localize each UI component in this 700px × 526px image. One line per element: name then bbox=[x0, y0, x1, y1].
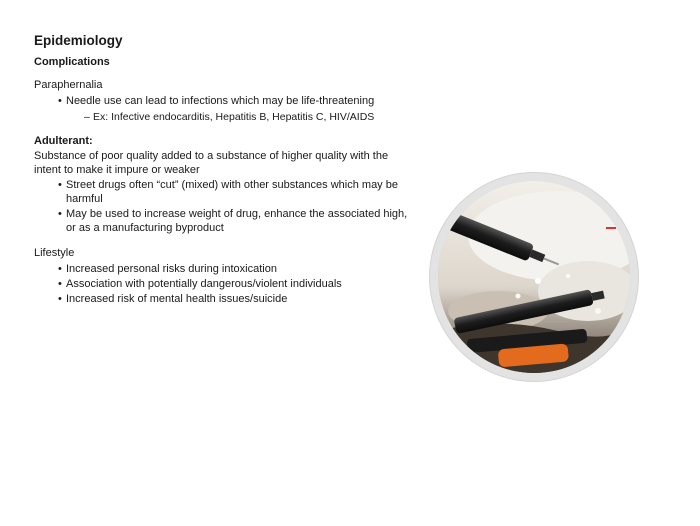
adulterant-definition: Substance of poor quality added to a substance of higher quality with the intent to make it impure or weaker bbox=[34, 150, 389, 176]
paraphernalia-list bbox=[34, 94, 414, 124]
slide-title: Epidemiology bbox=[34, 33, 123, 48]
lifestyle-heading: Lifestyle bbox=[34, 247, 75, 259]
syringes-photo bbox=[438, 181, 630, 373]
syringes-illustration bbox=[438, 181, 630, 373]
list-item: • Increased risk of mental health issues/suicide bbox=[58, 292, 414, 306]
paraphernalia-bullet-text: Needle use can lead to infections which may be life-threatening bbox=[66, 95, 375, 107]
paraphernalia-heading: Paraphernalia bbox=[34, 79, 103, 91]
list-subitem: – Ex: Infective endocarditis, Hepatitis B, Hepatitis C, HIV/AIDS bbox=[84, 110, 414, 124]
adulterant-heading: Adulterant: bbox=[34, 135, 93, 147]
list-item: • Association with potentially dangerous/violent individuals bbox=[58, 277, 414, 291]
paraphernalia-sublist bbox=[66, 110, 414, 124]
list-item: • Increased personal risks during intoxication bbox=[58, 262, 414, 276]
list-item bbox=[58, 94, 414, 124]
slide-content bbox=[34, 33, 414, 307]
slide-subtitle: Complications bbox=[34, 56, 110, 68]
list-item: • May be used to increase weight of drug, enhance the associated high, or as a manufacturing byproduct bbox=[58, 207, 414, 235]
photo-frame bbox=[430, 173, 638, 381]
list-item: • Street drugs often “cut” (mixed) with other substances which may be harmful bbox=[58, 178, 414, 206]
lifestyle-list bbox=[34, 262, 414, 306]
adulterant-list bbox=[34, 178, 414, 235]
